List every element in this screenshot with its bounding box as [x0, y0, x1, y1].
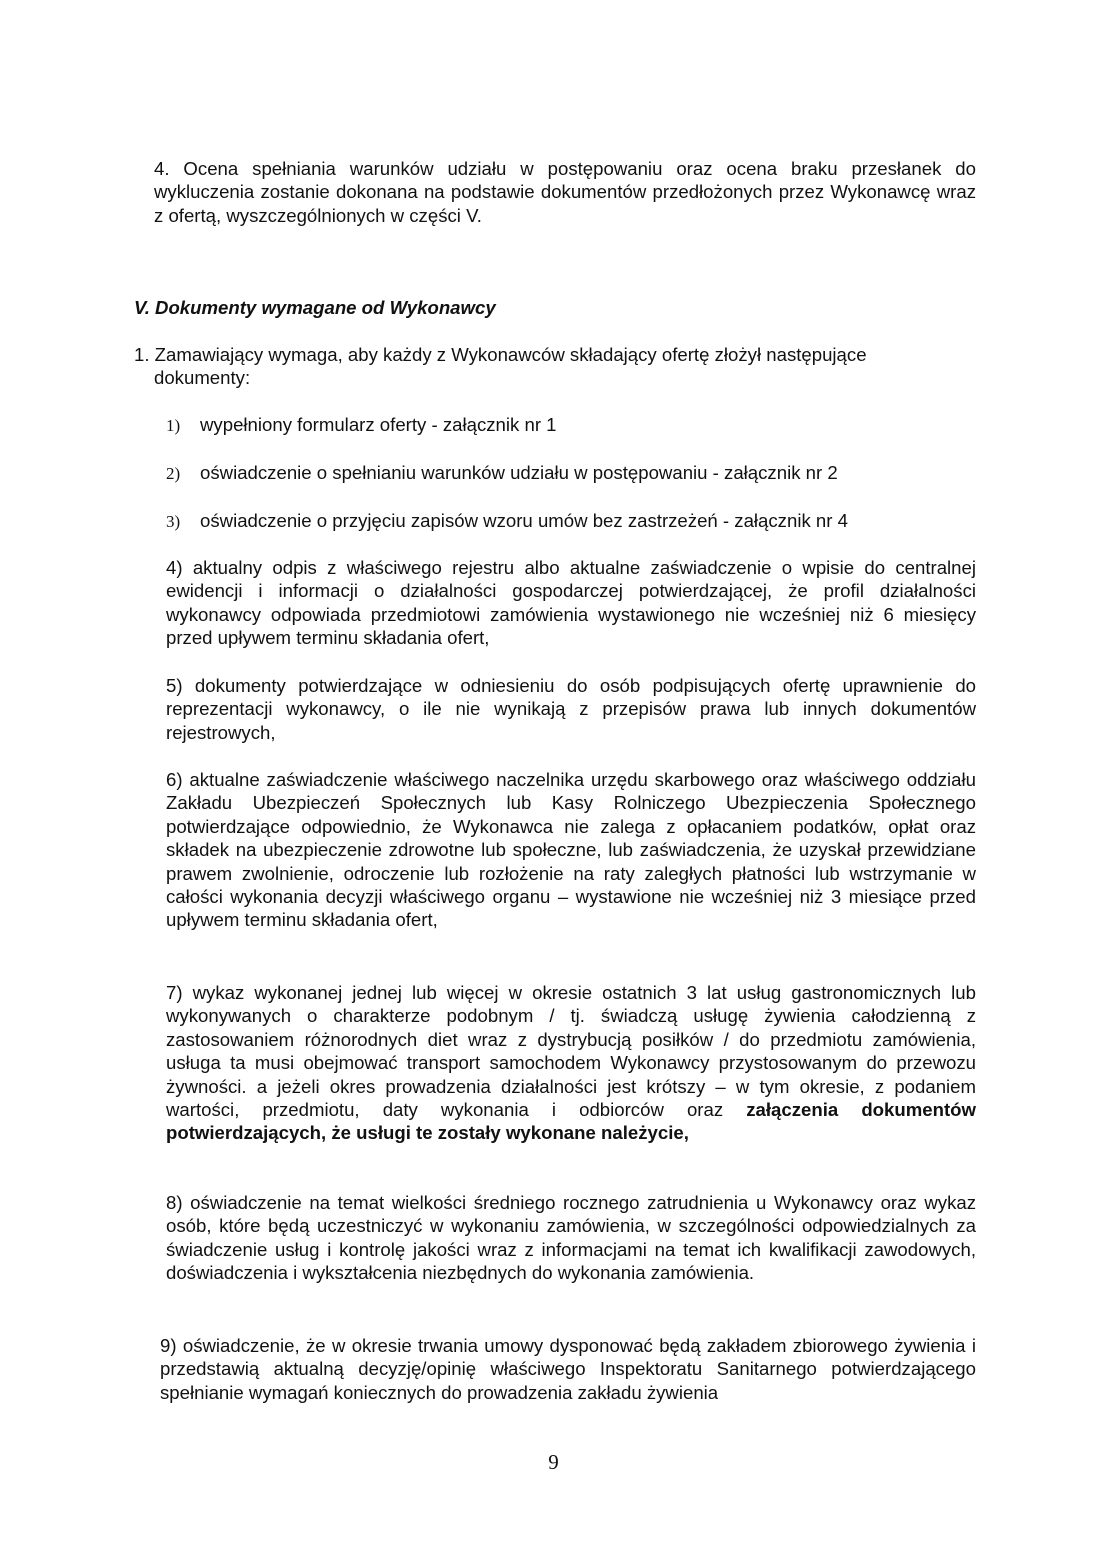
list-item-6: 6) aktualne zaświadczenie właściwego naczelnika urzędu skarbowego oraz właściwego oddziału Zakładu Ubezpieczeń Społecznych lub Kasy Rolniczego Ubezpieczenia Społecznego potwierdzające odpowiednio, że Wykonawca nie zalega z opłacaniem podatków, opłat oraz składek na ubezpieczenie zdrowotne lub społeczne, lub zaświadczenia, że uzyskał przewidziane prawem zwolnienie, odroczenie lub rozłożenie na raty zaległych płatności lub wstrzymanie w całości wykonania decyzji właściwego organu – wystawione nie wcześniej niż 3 miesiące przed upływem terminu składania ofert,	[166, 769, 976, 931]
list-number: 2)	[166, 464, 181, 483]
list-item-bold-text: załączenia dokumentów potwierdzających, że usługi te zostały wykonane należycie,	[166, 1099, 976, 1144]
list-item-5: 5) dokumenty potwierdzające w odniesieniu do osób podpisujących ofertę uprawnienie do reprezentacji wykonawcy, o ile nie wynikają z przepisów prawa lub innych dokumentów rejestrowych,	[166, 675, 976, 743]
list-item-3	[166, 509, 848, 533]
list-number: 1)	[166, 416, 181, 435]
list-item-text: 7) wykaz wykonanej jednej lub więcej w okresie ostatnich 3 lat usług gastronomicznych lub wykonywanych o charakterze podobnym / tj. świadczą usługę żywienia całodzienną z zastosowaniem różnorodnych diet wraz z dystrybucją posiłków / do przedmiotu zamówienia, usługa ta musi obejmować transport samochodem Wykonawcy przystosowanym do przewozu żywności. a jeżeli okres prowadzenia działalności jest krótszy – w tym okresie, z podaniem wartości, przedmiotu, daty wykonania i odbiorców oraz	[166, 982, 976, 1121]
list-item-2	[166, 461, 838, 485]
paragraph-point-4: 4. Ocena spełniania warunków udziału w postępowaniu oraz ocena braku przesłanek do wykluczenia zostanie dokonana na podstawie dokumentów przedłożonych przez Wykonawcę wraz z ofertą, wyszczególnionych w części V.	[154, 158, 976, 226]
list-item-text: oświadczenie o przyjęciu zapisów wzoru umów bez zastrzeżeń - załącznik nr 4	[200, 510, 848, 531]
list-item-4: 4) aktualny odpis z właściwego rejestru albo aktualne zaświadczenie o wpisie do centralnej ewidencji i informacji o działalności gospodarczej potwierdzającej, że profil działalności wykonawcy odpowiada przedmiotowi zamówienia wystawionego nie wcześniej niż 6 miesięcy przed upływem terminu składania ofert,	[166, 557, 976, 649]
list-item-1	[166, 413, 557, 437]
section-intro: 1. Zamawiający wymaga, aby każdy z Wykonawców składający ofertę złożył następujące dokumenty:	[134, 344, 867, 389]
section-heading: V. Dokumenty wymagane od Wykonawcy	[134, 297, 496, 318]
list-number: 3)	[166, 512, 181, 531]
list-item-8: 8) oświadczenie na temat wielkości średniego rocznego zatrudnienia u Wykonawcy oraz wykaz osób, które będą uczestniczyć w wykonaniu zamówienia, w szczególności odpowiedzialnych za świadczenie usług i kontrolę jakości wraz z informacjami na temat ich kwalifikacji zawodowych, doświadczenia i wykształcenia niezbędnych do wykonania zamówienia.	[166, 1192, 976, 1284]
list-item-7	[166, 981, 976, 1145]
list-item-text: wypełniony formularz oferty - załącznik nr 1	[200, 414, 557, 435]
list-item-text: oświadczenie o spełnianiu warunków udziału w postępowaniu - załącznik nr 2	[200, 462, 838, 483]
page-number: 9	[548, 1450, 559, 1474]
list-item-9: 9) oświadczenie, że w okresie trwania umowy dysponować będą zakładem zbiorowego żywienia i przedstawią aktualną decyzję/opinię właściwego Inspektoratu Sanitarnego potwierdzającego spełnianie wymagań koniecznych do prowadzenia zakładu żywienia	[160, 1335, 976, 1403]
